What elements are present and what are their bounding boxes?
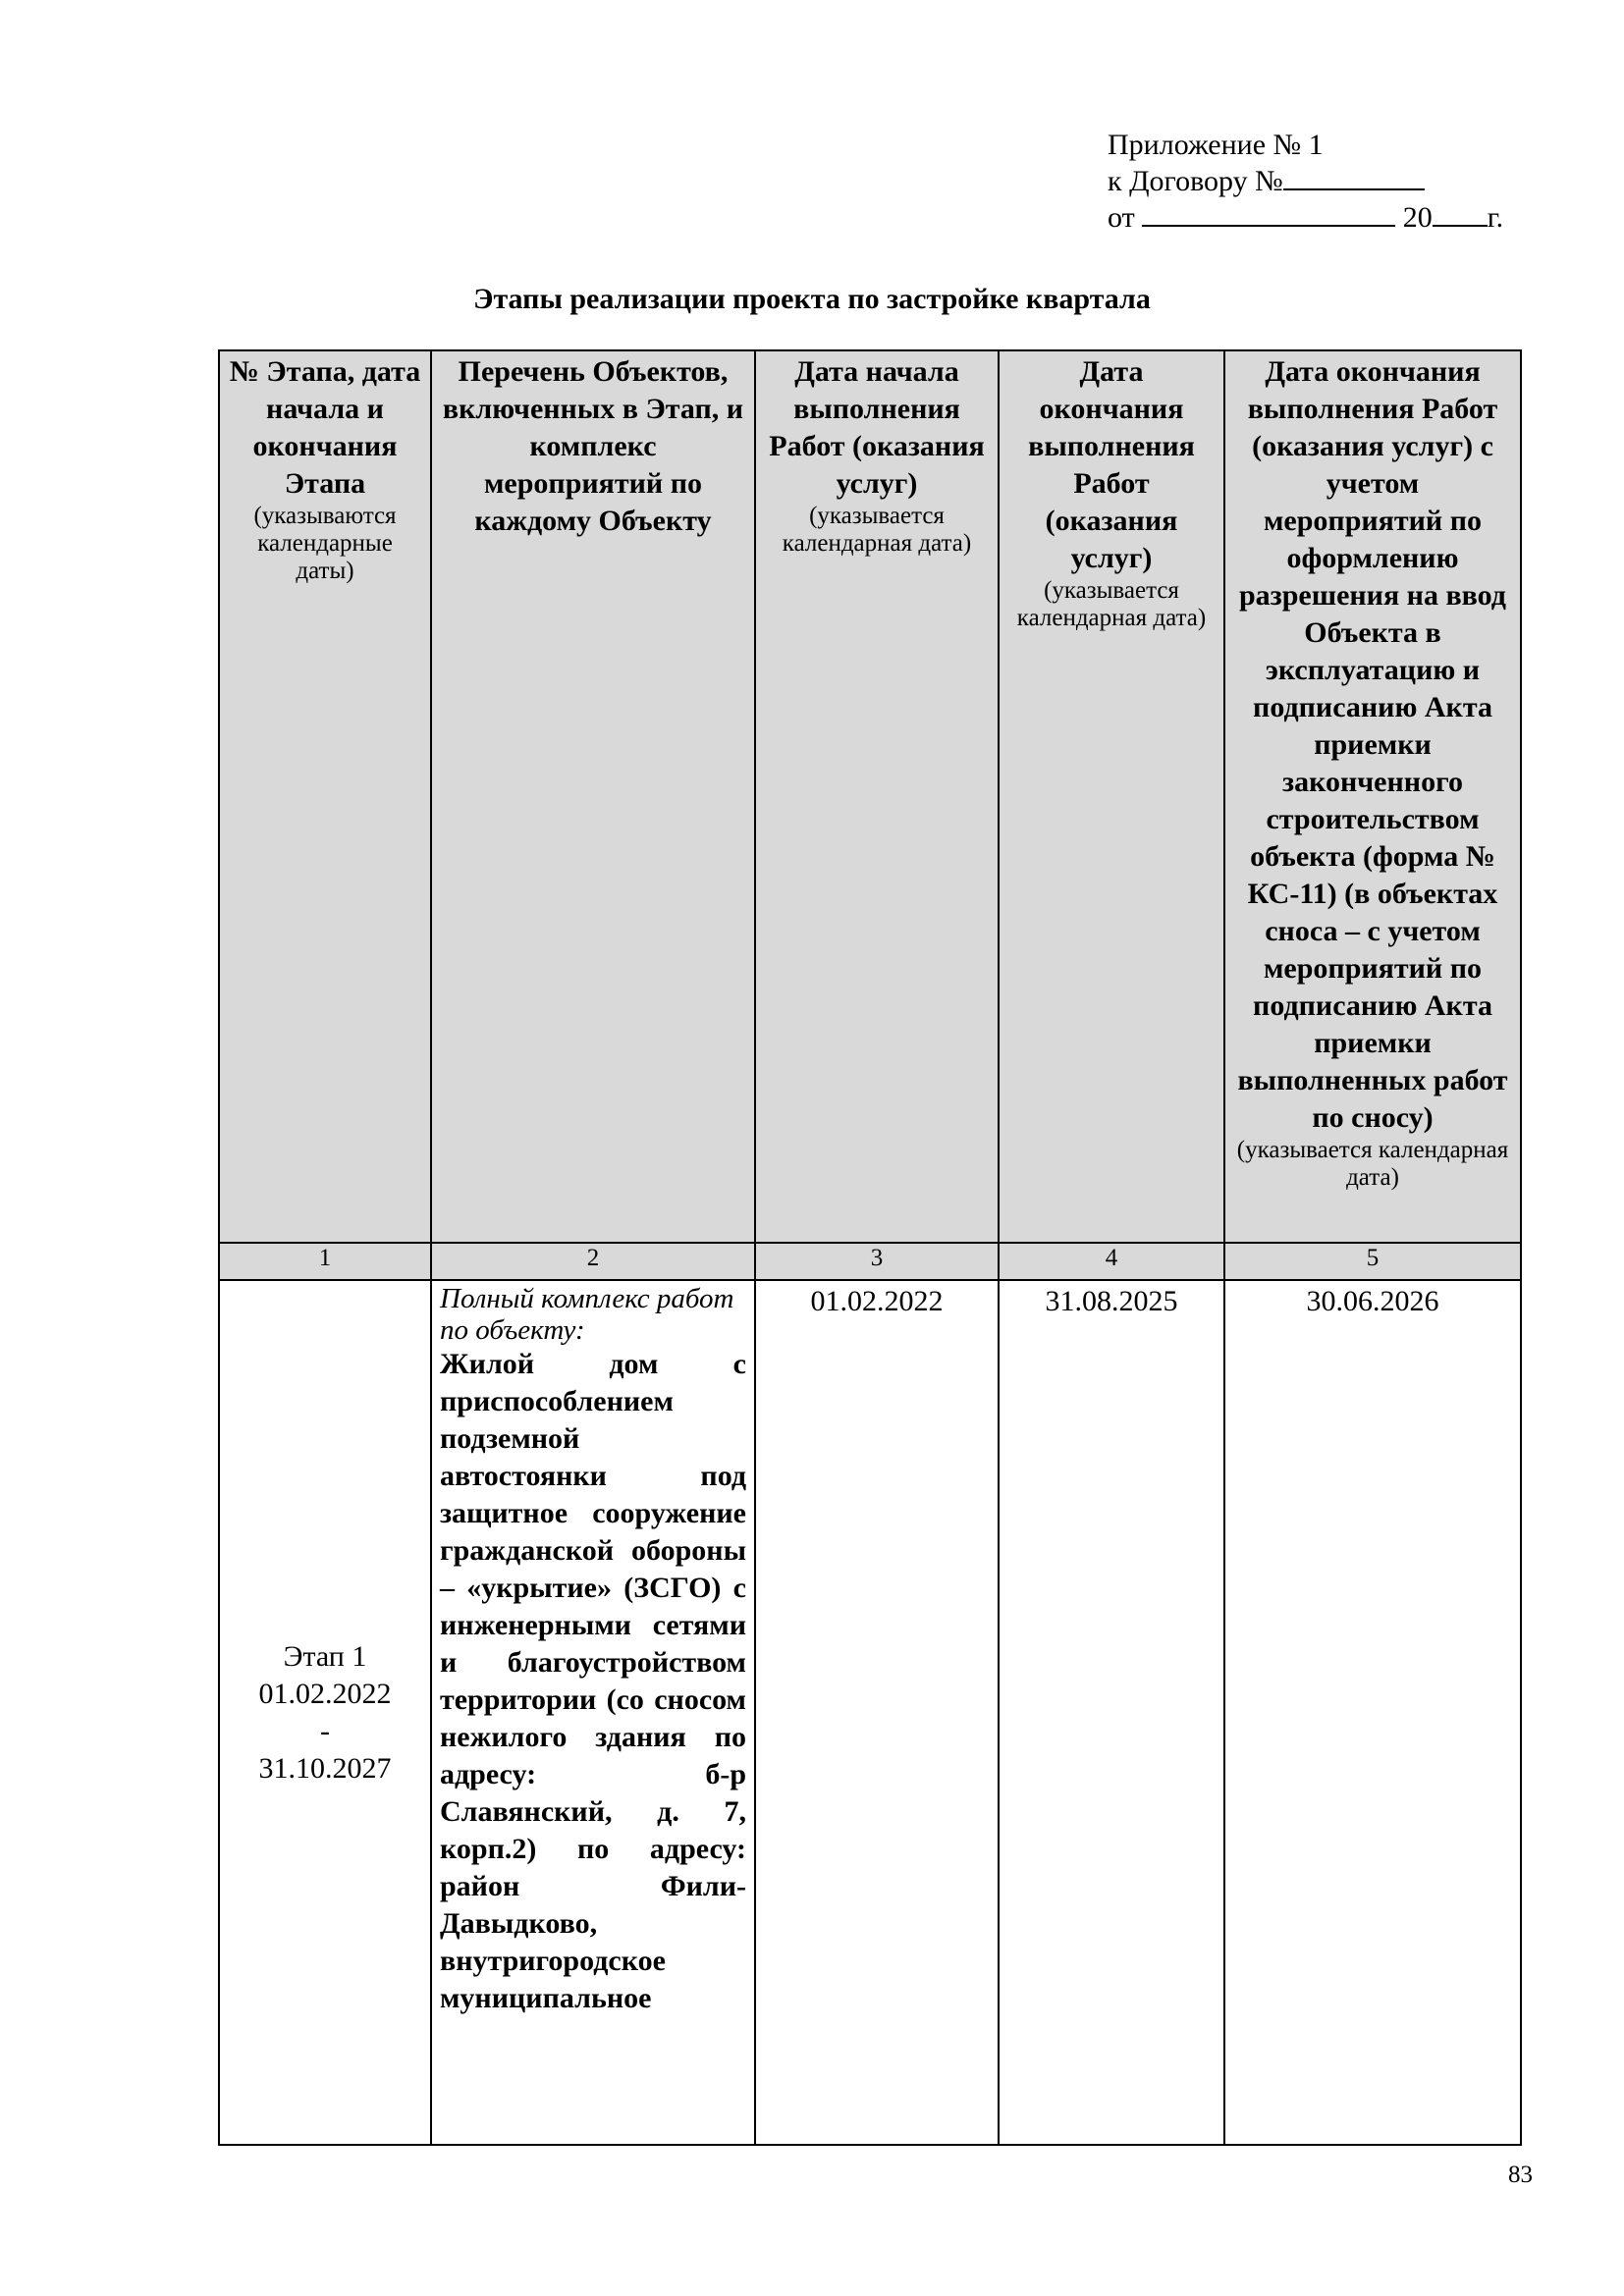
objects-description: Жилой дом с приспособлением подземной автостоянки под защитное сооружение гражданской обороны – «укрытие» (ЗСГО) с инженерными сетями и благоустройством территории (со сносом нежилого здания по адресу: б-р Славянский, д. 7, корп.2) по адресу: район Фили-Давыдково, внутригородское муниципальное <box>440 1348 746 2014</box>
column-number: 5 <box>1224 1243 1521 1280</box>
stage-end: 31.10.2027 <box>258 1751 392 1785</box>
year-suffix: г. <box>1487 201 1504 234</box>
date-label: от <box>1108 201 1135 234</box>
stage-dash: - <box>320 1714 330 1747</box>
column-number: 2 <box>431 1243 755 1280</box>
header-final-date-title: Дата окончания выполнения Работ (оказания услуг) с учетом мероприятий по оформлению разрешения на ввод Объекта в эксплуатацию и подписанию Акта приемки законченного строительством объекта (форма № КС-11) (в объектах сноса – с учетом мероприятий по подписанию Акта приемки выполненных работ по сносу) <box>1237 355 1508 1134</box>
document-title: Этапы реализации проекта по застройке квартала <box>473 283 1151 315</box>
header-end-date <box>999 350 1224 1243</box>
header-end-date-note: (указывается календарная дата) <box>1016 577 1207 631</box>
end-date-cell: 31.08.2025 <box>999 1280 1224 2145</box>
contract-number-blank <box>1283 163 1425 190</box>
page-number: 83 <box>1508 2162 1533 2188</box>
header-start-date-note: (указывается календарная дата) <box>782 503 972 557</box>
final-date-cell: 30.06.2026 <box>1224 1280 1521 2145</box>
column-number-row <box>219 1243 1521 1280</box>
year-blank <box>1433 199 1488 227</box>
column-number: 1 <box>219 1243 431 1280</box>
contract-label: к Договору № <box>1108 165 1283 197</box>
appendix-line-2 <box>1108 163 1503 199</box>
appendix-line-1: Приложение № 1 <box>1108 129 1324 161</box>
header-final-date <box>1224 350 1521 1243</box>
header-start-date-title: Дата начала выполнения Работ (оказания услуг) <box>769 355 985 500</box>
header-objects-title: Перечень Объектов, включенных в Этап, и комплекс мероприятий по каждому Объекту <box>442 355 744 537</box>
column-number: 3 <box>755 1243 999 1280</box>
stages-table <box>218 349 1522 2146</box>
header-objects <box>431 350 755 1243</box>
stage-name: Этап 1 <box>283 1639 367 1673</box>
start-date-cell: 01.02.2022 <box>755 1280 999 2145</box>
appendix-block <box>1108 128 1503 236</box>
header-final-date-note: (указывается календарная дата) <box>1236 1137 1509 1191</box>
column-number: 4 <box>999 1243 1224 1280</box>
objects-note: Полный комплекс работ по объекту: <box>440 1283 734 1346</box>
stage-cell <box>219 1280 431 2145</box>
header-stage-note: (указываются календарные даты) <box>253 503 397 584</box>
appendix-line-3 <box>1108 199 1503 236</box>
header-stage <box>219 350 431 1243</box>
objects-cell <box>431 1280 755 2145</box>
table-header-row <box>219 350 1521 1243</box>
stage-start: 01.02.2022 <box>258 1677 392 1710</box>
header-start-date <box>755 350 999 1243</box>
header-end-date-title: Дата окончания выполнения Работ (оказания услуг) <box>1028 355 1195 574</box>
table-row <box>219 1280 1521 2145</box>
date-blank <box>1142 199 1395 227</box>
year-prefix: 20 <box>1402 201 1433 234</box>
header-stage-title: № Этапа, дата начала и окончания Этапа <box>229 355 421 500</box>
